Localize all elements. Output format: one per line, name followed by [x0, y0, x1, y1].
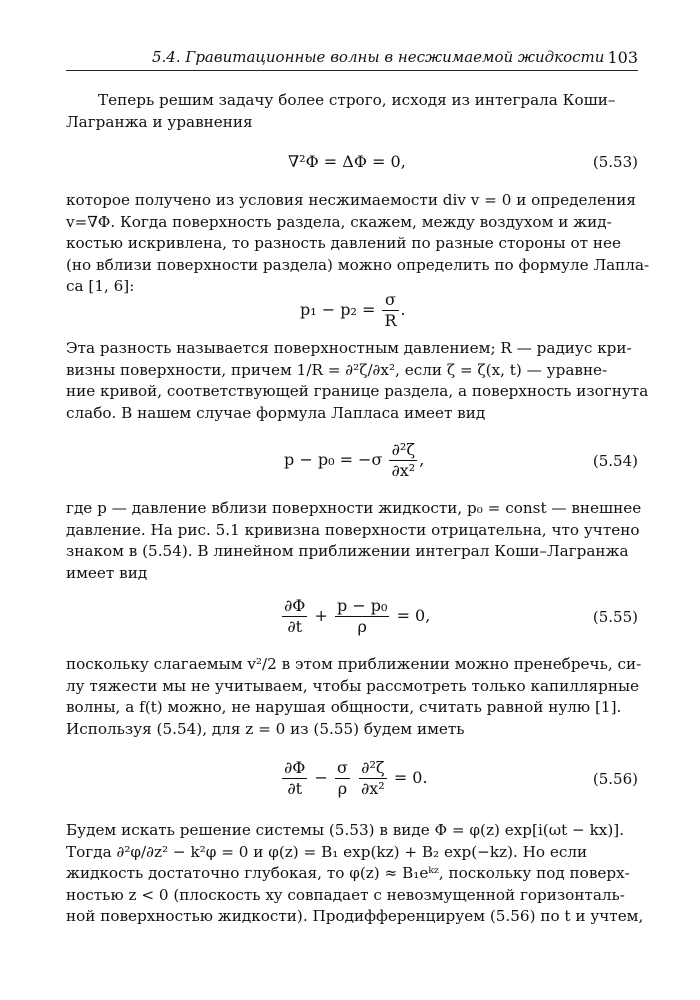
paragraph-4 — [66, 498, 642, 584]
text-line: волны, а f(t) можно, не нарушая общности, считать равной нулю [1]. — [66, 698, 622, 717]
text-line: (но вблизи поверхности раздела) можно определить по формуле Лапла- — [66, 255, 650, 274]
fraction — [382, 290, 398, 331]
text-line: Тогда ∂²φ/∂z² − k²φ = 0 и φ(z) = B₁ exp(kz) + B₂ exp(−kz). Но если — [66, 842, 588, 861]
equation-lhs: p − p₀ = −σ — [284, 450, 383, 469]
equation-body: ∇²Φ = ΔΦ = 0, — [288, 152, 406, 171]
text-line: ностью z < 0 (плоскость xy совпадает с невозмущенной горизонталь- — [66, 885, 625, 904]
equation-5-53 — [66, 152, 638, 176]
text-line: са [1, 6]: — [66, 277, 135, 296]
numerator: σ — [382, 290, 398, 311]
fraction — [335, 758, 350, 799]
page-number: 103 — [607, 48, 638, 67]
text-line: знаком в (5.54). В линейном приближении интеграл Коши–Лагранжа — [66, 542, 629, 561]
text-line: ной поверхностью жидкости). Продифференцируем (5.56) по t и учтем, — [66, 907, 644, 926]
denominator: ∂t — [287, 779, 303, 798]
equation-laplace — [66, 290, 638, 334]
equation-5-54 — [66, 440, 638, 486]
numerator: ∂²ζ — [389, 440, 417, 461]
text-line: Теперь решим задачу более строго, исходя из интеграла Коши– — [98, 91, 616, 109]
text-line: v=∇Φ. Когда поверхность раздела, скажем, между воздухом и жид- — [66, 212, 612, 231]
numerator: ∂Φ — [284, 596, 306, 615]
numerator: ∂²ζ — [359, 758, 387, 779]
text-line: имеет вид — [66, 563, 148, 582]
equation-5-56 — [66, 758, 638, 804]
denominator: ρ — [337, 779, 348, 798]
text-line: давление. На рис. 5.1 кривизна поверхности отрицательна, что учтено — [66, 520, 640, 539]
text-line: Будем искать решение системы (5.53) в виде Φ = φ(z) exp[i(ωt − kx)]. — [66, 821, 625, 839]
equation-body — [280, 596, 430, 637]
denominator: ∂x² — [361, 779, 385, 798]
fraction — [389, 440, 417, 481]
denominator: R — [384, 311, 397, 330]
fraction — [282, 758, 307, 799]
text-line: которое получено из условия несжимаемости div v = 0 и определения — [66, 191, 636, 209]
equation-number: (5.55) — [592, 608, 638, 626]
paragraph-5 — [66, 654, 642, 740]
text-line: визны поверхности, причем 1/R = ∂²ζ/∂x², если ζ = ζ(x, t) — уравне- — [66, 360, 608, 379]
paragraph-3 — [66, 338, 649, 424]
equation-body — [300, 290, 406, 331]
text-line: поскольку слагаемым v²/2 в этом приближении можно пренебречь, си- — [66, 655, 642, 673]
denominator: ∂x² — [391, 461, 416, 480]
equation-tail: , — [419, 450, 425, 469]
text-line: костью искривлена, то разность давлений по разные стороны от нее — [66, 234, 621, 253]
equation-body — [280, 758, 428, 799]
equation-tail: . — [400, 300, 406, 319]
equation-tail: = 0. — [393, 768, 428, 787]
text-line: жидкость достаточно глубокая, то φ(z) ≈ B₁eᵏᶻ, поскольку под поверх- — [66, 864, 630, 883]
fraction — [282, 596, 307, 637]
equation-lhs: p₁ − p₂ = — [300, 300, 376, 319]
text-line: Эта разность называется поверхностным давлением; R — радиус кри- — [66, 339, 632, 357]
minus-sign: − — [314, 768, 328, 787]
text-line: где p — давление вблизи поверхности жидкости, p₀ = const — внешнее — [66, 499, 642, 517]
running-header — [66, 48, 638, 70]
equation-number: (5.54) — [592, 452, 638, 470]
paragraph-1 — [66, 90, 638, 133]
denominator: ∂t — [287, 617, 303, 636]
equation-tail: = 0, — [396, 606, 431, 625]
section-title: 5.4. Гравитационные волны в несжимаемой жидкости — [152, 48, 605, 66]
numerator: p − p₀ — [336, 596, 388, 615]
equation-number: (5.53) — [592, 153, 638, 171]
equation-body — [284, 440, 424, 481]
numerator: σ — [336, 758, 348, 777]
fraction — [359, 758, 387, 799]
text-line: Лагранжа и уравнения — [66, 112, 253, 131]
text-line: ние кривой, соответствующей границе раздела, а поверхность изогнута — [66, 382, 649, 401]
numerator: ∂Φ — [284, 758, 306, 777]
denominator: ρ — [357, 617, 367, 636]
fraction — [335, 596, 389, 637]
paragraph-2 — [66, 190, 650, 298]
text-line: слабо. В нашем случае формула Лапласа имеет вид — [66, 403, 486, 422]
book-page — [66, 0, 650, 1000]
header-rule — [66, 70, 638, 71]
equation-number: (5.56) — [592, 770, 638, 788]
plus-sign: + — [314, 606, 328, 625]
equation-5-55 — [66, 596, 638, 642]
paragraph-6 — [66, 820, 644, 928]
text-line: лу тяжести мы не учитываем, чтобы рассмотреть только капиллярные — [66, 676, 640, 695]
text-line: Используя (5.54), для z = 0 из (5.55) будем иметь — [66, 719, 465, 738]
